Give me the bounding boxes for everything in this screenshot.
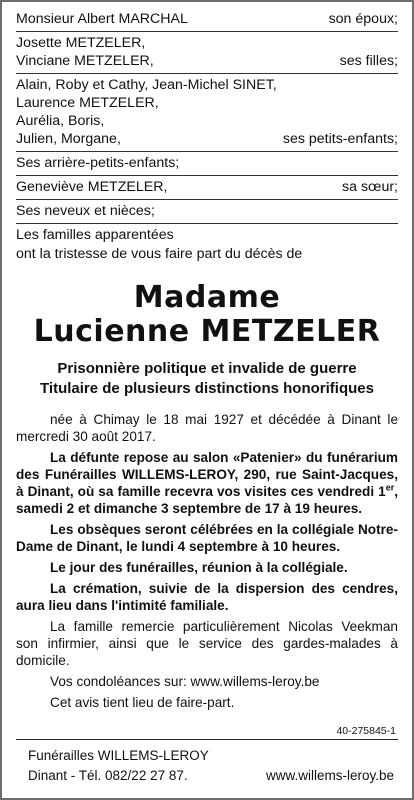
divider [16,199,398,200]
salon-paragraph [16,449,398,517]
ordinal-suffix: er [385,482,395,493]
intro-text: ont la tristesse de vous faire part du décès de [16,246,303,262]
deceased-name: Lucienne METZELER [33,314,381,349]
condolences-line: Vos condoléances sur: www.willems-leroy.be [50,674,320,689]
family-member: Geneviève METZELER, [16,179,168,195]
deceased-title: Madame [133,280,281,315]
footer [28,746,394,786]
family-member: Aurélia, Boris, [16,113,105,129]
family-row [16,154,398,172]
divider [16,175,398,176]
family-member: Monsieur Albert MARCHAL [16,11,188,27]
divider [16,31,398,32]
funeral-company: Funérailles WILLEMS-LEROY [28,748,209,763]
family-member: Laurence METZELER, [16,95,159,111]
family-member: Josette METZELER, [16,35,146,51]
divider [16,151,398,152]
family-relation: sa sœur; [342,179,398,195]
family-row [16,52,398,70]
salon-text-end: , samedi 2 et dimanche 3 septembre de 17 à 19 heures. [16,484,398,516]
family-relation: ses petits-enfants; [282,131,398,147]
family-member: Julien, Morgane, [16,131,121,147]
reunion-paragraph: Le jour des funérailles, réunion à la collégiale. [50,560,348,575]
distinction-line: Titulaire de plusieurs distinctions honorifiques [40,380,374,397]
cremation-paragraph: La crémation, suivie de la dispersion des cendres, aura lieu dans l'intimité familiale. [16,581,398,613]
family-row [16,130,398,148]
family-row [16,226,398,244]
family-row [16,202,398,220]
phone-number: Dinant - Tél. 082/22 27 87. [28,768,188,783]
footer-divider [16,739,398,740]
family-row [16,112,398,130]
family-member: Vinciane METZELER, [16,53,154,69]
family-member: Alain, Roby et Cathy, Jean-Michel SINET, [16,77,277,93]
family-row [16,34,398,52]
family-row [16,10,398,28]
reference-number: 40-275845-1 [336,725,396,737]
footer-contact-row [28,766,394,786]
family-member: Ses arrière-petits-enfants; [16,155,180,171]
thanks-paragraph: La famille remercie particulièrement Nicolas Veekman son infirmier, ainsi que le service des gardes-malades à domicile. [16,619,398,668]
family-member: Les familles apparentées [16,227,174,243]
notice-line: Cet avis tient lieu de faire-part. [50,695,235,710]
website-link[interactable]: www.willems-leroy.be [265,768,394,783]
notice-content [16,10,398,711]
family-relation: ses filles; [339,53,398,69]
family-row [16,178,398,196]
family-member: Ses neveux et nièces; [16,203,155,219]
birth-death-text: née à Chimay le 18 mai 1927 et décédée à Dinant le mercredi 30 août 2017. [16,412,398,444]
family-list [16,10,398,244]
divider [16,223,398,224]
divider [16,73,398,74]
family-row [16,94,398,112]
distinction-line: Prisonnière politique et invalide de guerre [57,360,357,377]
family-row [16,76,398,94]
salon-text: La défunte repose au salon «Patenier» du funérarium des Funérailles WILLEMS-LEROY, 290, rue Saint-Jacques, à Dinant, où sa famille recevra vos visites ces vendredi 1 [16,450,398,499]
funeral-paragraph: Les obsèques seront célébrées en la collégiale Notre-Dame de Dinant, le lundi 4 septembre à 10 heures. [16,522,398,554]
family-relation: son époux; [328,11,398,27]
